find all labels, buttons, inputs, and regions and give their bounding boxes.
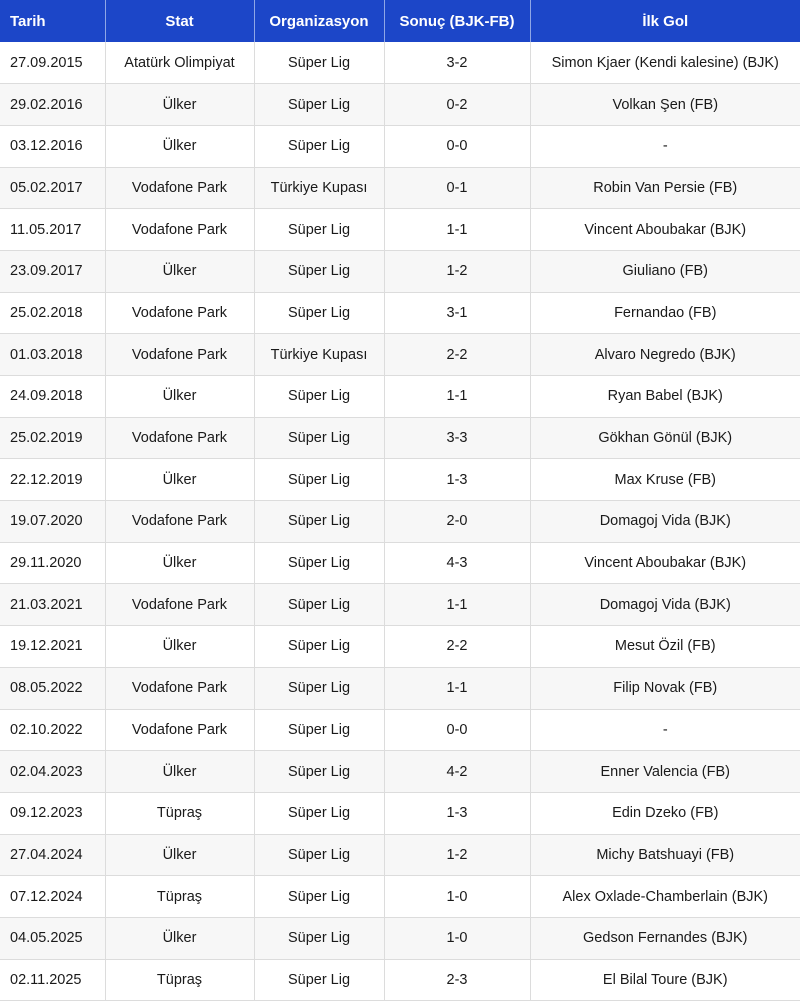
cell-stadium: Ülker [105, 751, 254, 793]
cell-score: 0-2 [384, 84, 530, 126]
cell-competition: Süper Lig [254, 209, 384, 251]
table-row [0, 751, 800, 793]
cell-date: 05.02.2017 [0, 167, 105, 209]
cell-date: 29.02.2016 [0, 84, 105, 126]
cell-stadium: Ülker [105, 376, 254, 418]
cell-competition: Süper Lig [254, 792, 384, 834]
cell-stadium: Vodafone Park [105, 501, 254, 543]
header-stadium: Stat [105, 0, 254, 42]
cell-score: 0-0 [384, 125, 530, 167]
cell-stadium: Vodafone Park [105, 584, 254, 626]
table-row [0, 667, 800, 709]
cell-score: 1-0 [384, 876, 530, 918]
cell-stadium: Ülker [105, 459, 254, 501]
cell-competition: Süper Lig [254, 542, 384, 584]
cell-date: 25.02.2019 [0, 417, 105, 459]
cell-date: 29.11.2020 [0, 542, 105, 584]
cell-score: 0-0 [384, 709, 530, 751]
cell-score: 1-1 [384, 584, 530, 626]
cell-competition: Süper Lig [254, 751, 384, 793]
cell-date: 11.05.2017 [0, 209, 105, 251]
cell-first-goal: Filip Novak (FB) [530, 667, 800, 709]
cell-competition: Türkiye Kupası [254, 167, 384, 209]
cell-first-goal: Fernandao (FB) [530, 292, 800, 334]
cell-stadium: Tüpraş [105, 792, 254, 834]
cell-competition: Süper Lig [254, 42, 384, 84]
cell-date: 02.04.2023 [0, 751, 105, 793]
cell-first-goal: Ryan Babel (BJK) [530, 376, 800, 418]
table-body [0, 42, 800, 1001]
cell-score: 1-2 [384, 250, 530, 292]
cell-first-goal: Mesut Özil (FB) [530, 626, 800, 668]
cell-first-goal: Robin Van Persie (FB) [530, 167, 800, 209]
cell-score: 0-1 [384, 167, 530, 209]
table-row [0, 250, 800, 292]
cell-competition: Süper Lig [254, 626, 384, 668]
cell-score: 2-2 [384, 334, 530, 376]
cell-first-goal: Vincent Aboubakar (BJK) [530, 209, 800, 251]
cell-competition: Süper Lig [254, 876, 384, 918]
cell-stadium: Vodafone Park [105, 667, 254, 709]
cell-first-goal: Giuliano (FB) [530, 250, 800, 292]
cell-score: 1-1 [384, 667, 530, 709]
cell-score: 2-2 [384, 626, 530, 668]
cell-competition: Süper Lig [254, 417, 384, 459]
cell-score: 3-1 [384, 292, 530, 334]
cell-date: 23.09.2017 [0, 250, 105, 292]
cell-competition: Süper Lig [254, 292, 384, 334]
cell-date: 02.11.2025 [0, 959, 105, 1001]
cell-date: 07.12.2024 [0, 876, 105, 918]
cell-stadium: Atatürk Olimpiyat [105, 42, 254, 84]
cell-score: 1-2 [384, 834, 530, 876]
cell-stadium: Ülker [105, 84, 254, 126]
cell-stadium: Vodafone Park [105, 417, 254, 459]
header-score: Sonuç (BJK-FB) [384, 0, 530, 42]
cell-score: 1-1 [384, 376, 530, 418]
table-row [0, 501, 800, 543]
cell-first-goal: Edin Dzeko (FB) [530, 792, 800, 834]
cell-score: 3-3 [384, 417, 530, 459]
cell-competition: Süper Lig [254, 459, 384, 501]
cell-score: 3-2 [384, 42, 530, 84]
header-row [0, 0, 800, 42]
cell-competition: Süper Lig [254, 376, 384, 418]
cell-first-goal: Gökhan Gönül (BJK) [530, 417, 800, 459]
cell-competition: Türkiye Kupası [254, 334, 384, 376]
table-row [0, 167, 800, 209]
cell-first-goal: Volkan Şen (FB) [530, 84, 800, 126]
cell-first-goal: - [530, 125, 800, 167]
cell-first-goal: Enner Valencia (FB) [530, 751, 800, 793]
cell-stadium: Vodafone Park [105, 167, 254, 209]
header-date: Tarih [0, 0, 105, 42]
cell-first-goal: Alvaro Negredo (BJK) [530, 334, 800, 376]
cell-date: 21.03.2021 [0, 584, 105, 626]
cell-date: 08.05.2022 [0, 667, 105, 709]
table-row [0, 209, 800, 251]
table-row [0, 584, 800, 626]
cell-first-goal: Gedson Fernandes (BJK) [530, 917, 800, 959]
cell-stadium: Vodafone Park [105, 334, 254, 376]
cell-competition: Süper Lig [254, 84, 384, 126]
cell-competition: Süper Lig [254, 501, 384, 543]
table-row [0, 459, 800, 501]
cell-stadium: Vodafone Park [105, 209, 254, 251]
table-header [0, 0, 800, 42]
cell-score: 1-3 [384, 459, 530, 501]
cell-stadium: Tüpraş [105, 876, 254, 918]
cell-first-goal: Domagoj Vida (BJK) [530, 584, 800, 626]
cell-stadium: Ülker [105, 250, 254, 292]
cell-stadium: Ülker [105, 542, 254, 584]
cell-competition: Süper Lig [254, 125, 384, 167]
cell-competition: Süper Lig [254, 667, 384, 709]
table-row [0, 542, 800, 584]
cell-score: 1-3 [384, 792, 530, 834]
cell-competition: Süper Lig [254, 709, 384, 751]
cell-first-goal: Vincent Aboubakar (BJK) [530, 542, 800, 584]
cell-stadium: Ülker [105, 626, 254, 668]
cell-competition: Süper Lig [254, 834, 384, 876]
cell-date: 27.09.2015 [0, 42, 105, 84]
cell-date: 03.12.2016 [0, 125, 105, 167]
cell-stadium: Vodafone Park [105, 709, 254, 751]
cell-score: 2-0 [384, 501, 530, 543]
cell-date: 19.07.2020 [0, 501, 105, 543]
cell-date: 09.12.2023 [0, 792, 105, 834]
cell-first-goal: Alex Oxlade-Chamberlain (BJK) [530, 876, 800, 918]
table-row [0, 292, 800, 334]
cell-stadium: Ülker [105, 834, 254, 876]
cell-competition: Süper Lig [254, 959, 384, 1001]
cell-stadium: Tüpraş [105, 959, 254, 1001]
cell-date: 24.09.2018 [0, 376, 105, 418]
cell-date: 04.05.2025 [0, 917, 105, 959]
cell-date: 22.12.2019 [0, 459, 105, 501]
table-row [0, 626, 800, 668]
cell-competition: Süper Lig [254, 917, 384, 959]
table-row [0, 125, 800, 167]
cell-score: 2-3 [384, 959, 530, 1001]
cell-score: 1-1 [384, 209, 530, 251]
cell-competition: Süper Lig [254, 584, 384, 626]
cell-first-goal: Domagoj Vida (BJK) [530, 501, 800, 543]
cell-first-goal: Michy Batshuayi (FB) [530, 834, 800, 876]
cell-date: 27.04.2024 [0, 834, 105, 876]
cell-date: 02.10.2022 [0, 709, 105, 751]
cell-score: 1-0 [384, 917, 530, 959]
cell-first-goal: - [530, 709, 800, 751]
table-row [0, 876, 800, 918]
cell-date: 01.03.2018 [0, 334, 105, 376]
table-row [0, 42, 800, 84]
cell-first-goal: El Bilal Toure (BJK) [530, 959, 800, 1001]
table-row [0, 334, 800, 376]
table-row [0, 376, 800, 418]
table-row [0, 959, 800, 1001]
cell-first-goal: Simon Kjaer (Kendi kalesine) (BJK) [530, 42, 800, 84]
table-row [0, 792, 800, 834]
header-first-goal: İlk Gol [642, 12, 689, 30]
cell-competition: Süper Lig [254, 250, 384, 292]
cell-first-goal: Max Kruse (FB) [530, 459, 800, 501]
table-row [0, 417, 800, 459]
cell-date: 25.02.2018 [0, 292, 105, 334]
table-row [0, 834, 800, 876]
cell-date: 19.12.2021 [0, 626, 105, 668]
cell-stadium: Vodafone Park [105, 292, 254, 334]
cell-stadium: Ülker [105, 917, 254, 959]
cell-stadium: Ülker [105, 125, 254, 167]
cell-score: 4-2 [384, 751, 530, 793]
header-competition: Organizasyon [254, 0, 384, 42]
cell-score: 4-3 [384, 542, 530, 584]
table-row [0, 84, 800, 126]
table-row [0, 917, 800, 959]
table-row [0, 709, 800, 751]
